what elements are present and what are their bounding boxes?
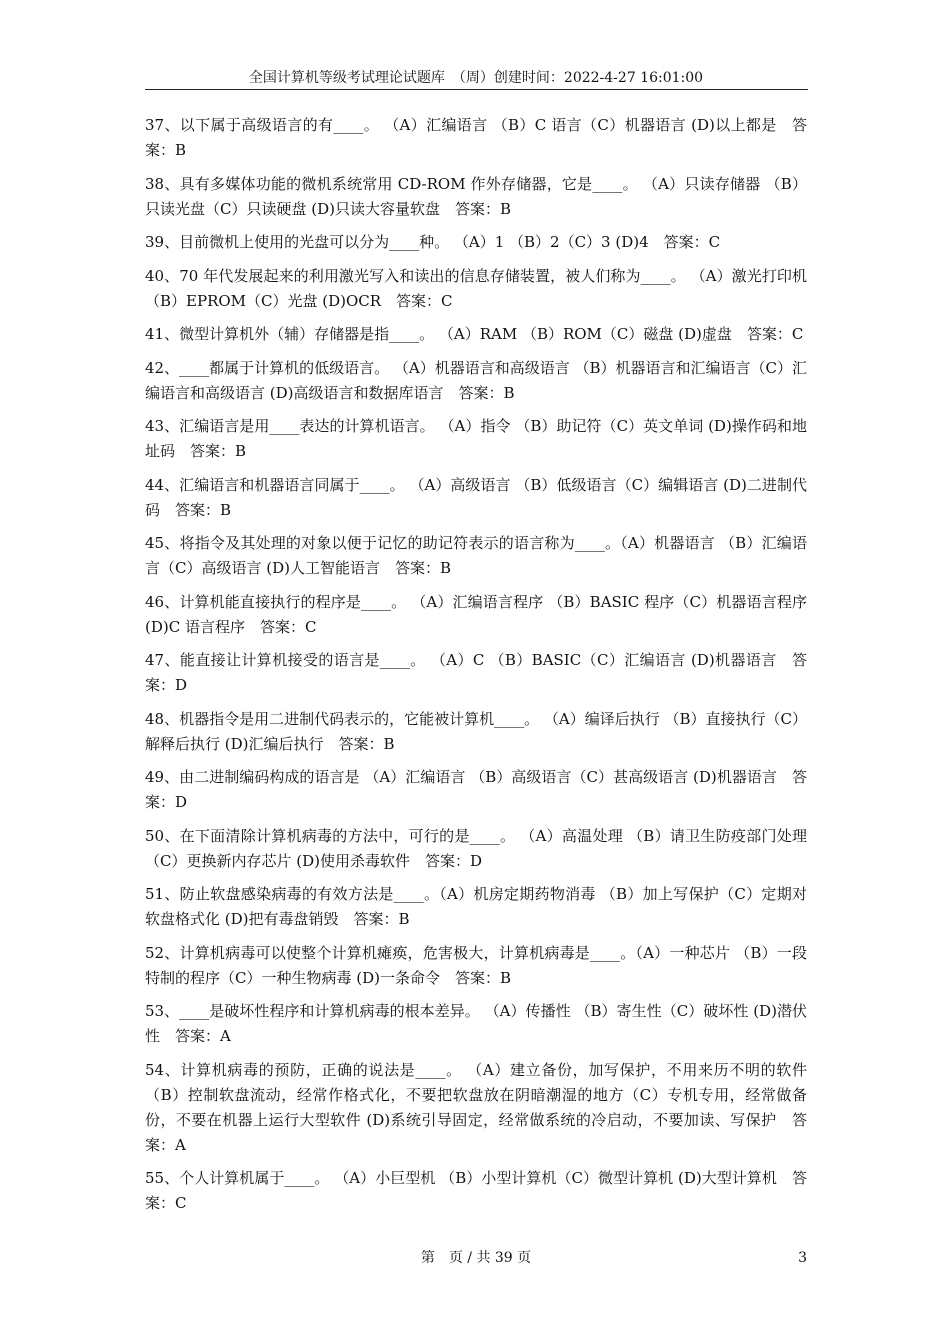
page-footer xyxy=(145,1248,807,1268)
question-list xyxy=(145,113,807,1225)
question-55: 55、个人计算机属于____。 （A）小巨型机 （B）小型计算机（C）微型计算机 (D)大型计算机 答案：C xyxy=(145,1169,807,1212)
question-51: 51、防止软盘感染病毒的有效方法是____。（A）机房定期药物消毒 （B）加上写保护（C）定期对软盘格式化 (D)把有毒盘销毁 答案：B xyxy=(145,885,807,928)
question-44: 44、汇编语言和机器语言同属于____。 （A）高级语言 （B）低级语言（C）编辑语言 (D)二进制代码 答案：B xyxy=(145,475,807,519)
question-38: 38、具有多媒体功能的微机系统常用 CD-ROM 作外存储器，它是____。 （A）只读存储器 （B）只读光盘（C）只读硬盘 (D)只读大容量软盘 答案：B xyxy=(145,174,807,218)
page-header: 全国计算机等级考试理论试题库 （周）创建时间：2022-4-27 16:01:00 xyxy=(248,70,704,86)
question-45: 45、将指令及其处理的对象以便于记忆的助记符表示的语言称为____。（A）机器语言 （B）汇编语言（C）高级语言 (D)人工智能语言 答案：B xyxy=(145,534,807,577)
question-53: 53、____是破坏性程序和计算机病毒的根本差异。 （A）传播性 （B）寄生性（C）破坏性 (D)潜伏性 答案：A xyxy=(145,1002,807,1045)
question-50: 50、在下面清除计算机病毒的方法中，可行的是____。 （A）高温处理 （B）请卫生防疫部门处理（C）更换新内存芯片 (D)使用杀毒软件 答案：D xyxy=(145,826,807,870)
question-49: 49、由二进制编码构成的语言是 （A）汇编语言 （B）高级语言（C）甚高级语言 (D)机器语言 答案：D xyxy=(145,768,807,811)
header-divider xyxy=(145,89,808,90)
page-count-label: 第 页 / 共 39 页 xyxy=(420,1250,532,1266)
question-43: 43、汇编语言是用____表达的计算机语言。 （A）指令 （B）助记符（C）英文单词 (D)操作码和地址码 答案：B xyxy=(145,417,807,460)
question-37: 37、以下属于高级语言的有____。 （A）汇编语言 （B）C 语言（C）机器语言 (D)以上都是 答案：B xyxy=(145,116,807,159)
question-42: 42、____都属于计算机的低级语言。 （A）机器语言和高级语言 （B）机器语言和汇编语言（C）汇编语言和高级语言 (D)高级语言和数据库语言 答案：B xyxy=(145,358,807,402)
question-39: 39、目前微机上使用的光盘可以分为____种。 （A）1 （B）2（C）3 (D)4 答案：C xyxy=(145,233,721,251)
question-52: 52、计算机病毒可以使整个计算机瘫痪，危害极大，计算机病毒是____。（A）一种芯片 （B）一段特制的程序（C）一种生物病毒 (D)一条命令 答案：B xyxy=(145,943,807,987)
page-number: 3 xyxy=(798,1250,807,1266)
question-54: 54、计算机病毒的预防，正确的说法是____。 （A）建立备份，加写保护，不用来历不明的软件 （B）控制软盘流动，经常作格式化，不要把软盘放在阴暗潮湿的地方（C）专机专用，经常做备份，不要在机器上运行大型软件 (D)系统引导固定，经常做系统的冷启动，不要加读、写保护 答案：A xyxy=(145,1060,807,1154)
question-46: 46、计算机能直接执行的程序是____。 （A）汇编语言程序 （B）BASIC 程序（C）机器语言程序 (D)C 语言程序 答案：C xyxy=(145,592,807,636)
question-48: 48、机器指令是用二进制代码表示的，它能被计算机____。 （A）编译后执行 （B）直接执行（C）解释后执行 (D)汇编后执行 答案：B xyxy=(145,709,807,753)
question-40: 40、70 年代发展起来的利用激光写入和读出的信息存储装置，被人们称为____。 （A）激光打印机 （B）EPROM（C）光盘 (D)OCR 答案：C xyxy=(145,266,807,310)
question-47: 47、能直接让计算机接受的语言是____。 （A）C （B）BASIC（C）汇编语言 (D)机器语言 答案：D xyxy=(145,651,807,694)
question-41: 41、微型计算机外（辅）存储器是指____。 （A）RAM （B）ROM（C）磁盘 (D)虚盘 答案：C xyxy=(145,325,804,343)
